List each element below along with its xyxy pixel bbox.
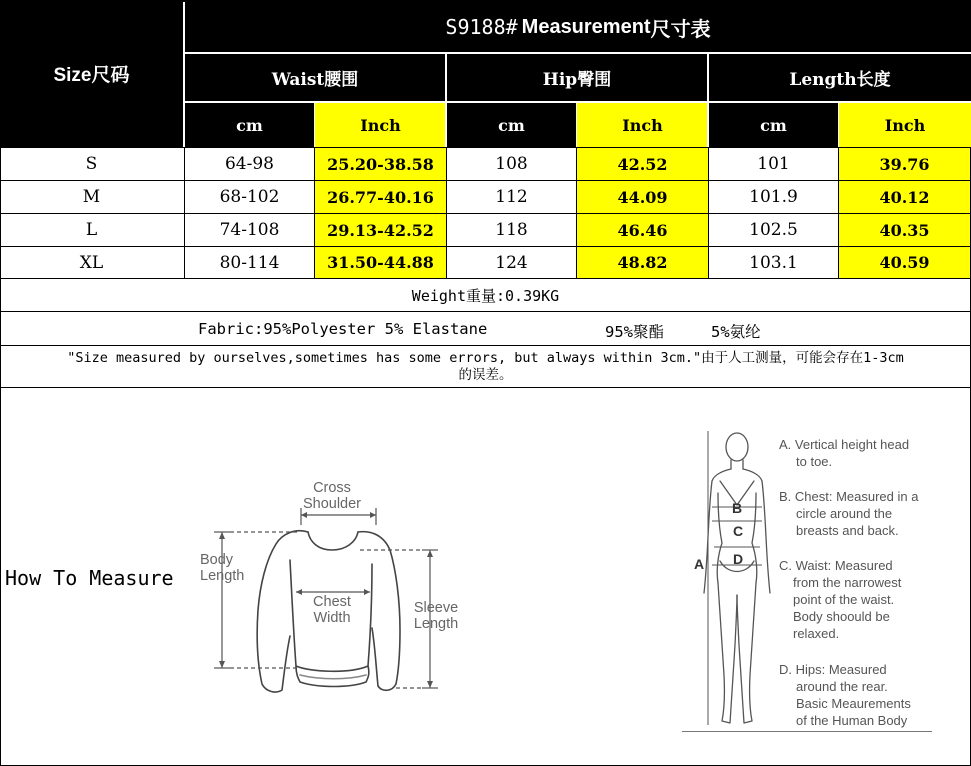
fabric-cn1: 95%聚酯 [605,323,664,341]
note-c-line: Body shoould be [793,609,890,624]
note-a-line: A. Vertical height head [779,437,910,452]
hip-cm-cell: 124 [495,252,528,273]
waist-inch-cell: 25.20-38.58 [327,154,434,174]
length-cm-cell: 101 [757,154,790,174]
waist-cm-cell: 68-102 [219,187,280,207]
sleeve-length-label [404,600,468,632]
hip-cm-cell: 108 [495,154,528,174]
note-a-line: to toe. [796,454,833,469]
waist-cm-cell: 64-98 [224,154,274,174]
cross-shoulder-label [292,480,372,512]
unit-cm-hip: cm [498,115,525,135]
fabric-row [0,312,971,345]
waist-inch-cell: 29.13-42.52 [327,220,434,240]
hip-inch-cell: 48.82 [617,253,668,272]
hip-cm-cell: 118 [495,220,528,240]
unit-inch-waist: Inch [360,115,401,135]
fabric-cn2: 5%氨纶 [711,323,761,341]
note-d-line: Basic Meaurements [796,696,911,711]
fabric-en: Fabric:95%Polyester 5% Elastane [198,320,488,338]
note-c [779,557,949,642]
title-measurement: Measurement [521,15,651,38]
chest-label-2: Width [313,610,351,626]
cross-label-2: Shoulder [302,496,362,512]
group-hip: Hip臀围 [542,70,612,90]
note-c-line: from the narrowest [793,575,902,590]
length-inch-cell: 39.76 [879,154,930,174]
note-c-line: relaxed. [793,626,840,641]
hip-cm-cell: 112 [495,187,528,207]
body-label-1: Body [200,552,234,568]
note-d-line: of the Human Body [796,713,908,728]
group-length: Length长度 [789,70,891,90]
waist-cm-cell: 74-108 [219,220,280,240]
unit-inch-length: Inch [884,115,926,135]
hip-inch-cell: 44.09 [617,187,668,207]
length-inch-cell: 40.35 [879,220,930,240]
hip-inch-cell: 42.52 [617,154,668,174]
sleeve-label-1: Sleeve [413,600,459,616]
size-cell: L [85,220,98,240]
measurement-note [0,346,971,387]
chest-label-1: Chest [313,594,351,610]
size-cell: M [82,187,101,207]
body-label-2: Length [200,568,245,584]
note-d-line: around the rear. [796,679,888,694]
size-cell: XL [79,252,104,273]
note-d [779,661,949,729]
note-b-line: breasts and back. [796,523,899,538]
length-inch-cell: 40.59 [879,253,930,272]
note-c-line: C. Waist: Measured [779,558,893,573]
human-body-diagram [682,425,772,735]
table-title [185,2,971,52]
body-length-label [200,552,260,584]
hip-inch-cell: 46.46 [617,220,668,240]
title-cn: 尺寸表 [650,18,711,41]
body-label-a: A [694,556,705,572]
length-cm-cell: 101.9 [749,187,798,207]
note-b [779,488,959,539]
note-c-line: point of the waist. [793,592,895,607]
note-b-line: circle around the [796,506,893,521]
size-header: Size尺码 [53,65,130,86]
body-label-b: B [732,500,743,516]
size-cell: S [85,154,98,174]
chest-width-label [300,594,364,626]
waist-inch-cell: 31.50-44.88 [327,253,434,272]
note-d-line: D. Hips: Measured [779,662,887,677]
note-line-1: "Size measured by ourselves,sometimes has some errors, but always within 3cm."由于人工测量，可能会存在1-3cm [67,350,904,366]
note-b-line: B. Chest: Measured in a [779,489,919,504]
body-label-d: D [733,551,744,567]
title-code: S9188# [445,15,518,39]
waist-inch-cell: 26.77-40.16 [327,187,434,207]
note-line-2: 的误差。 [458,367,513,383]
length-inch-cell: 40.12 [879,187,930,207]
sleeve-label-2: Length [413,616,459,632]
cross-label-1: Cross [313,480,351,496]
group-waist: Waist腰围 [271,70,359,90]
unit-inch-hip: Inch [622,115,663,135]
length-cm-cell: 103.1 [749,252,798,273]
weight-row: Weight重量:0.39KG [411,286,560,305]
unit-cm-length: cm [760,115,787,135]
how-to-measure-label: How To Measure [5,566,174,590]
note-a [779,436,949,470]
waist-cm-cell: 80-114 [219,252,280,273]
length-cm-cell: 102.5 [749,220,798,240]
unit-cm-waist: cm [236,115,263,135]
body-label-c: C [733,523,744,539]
